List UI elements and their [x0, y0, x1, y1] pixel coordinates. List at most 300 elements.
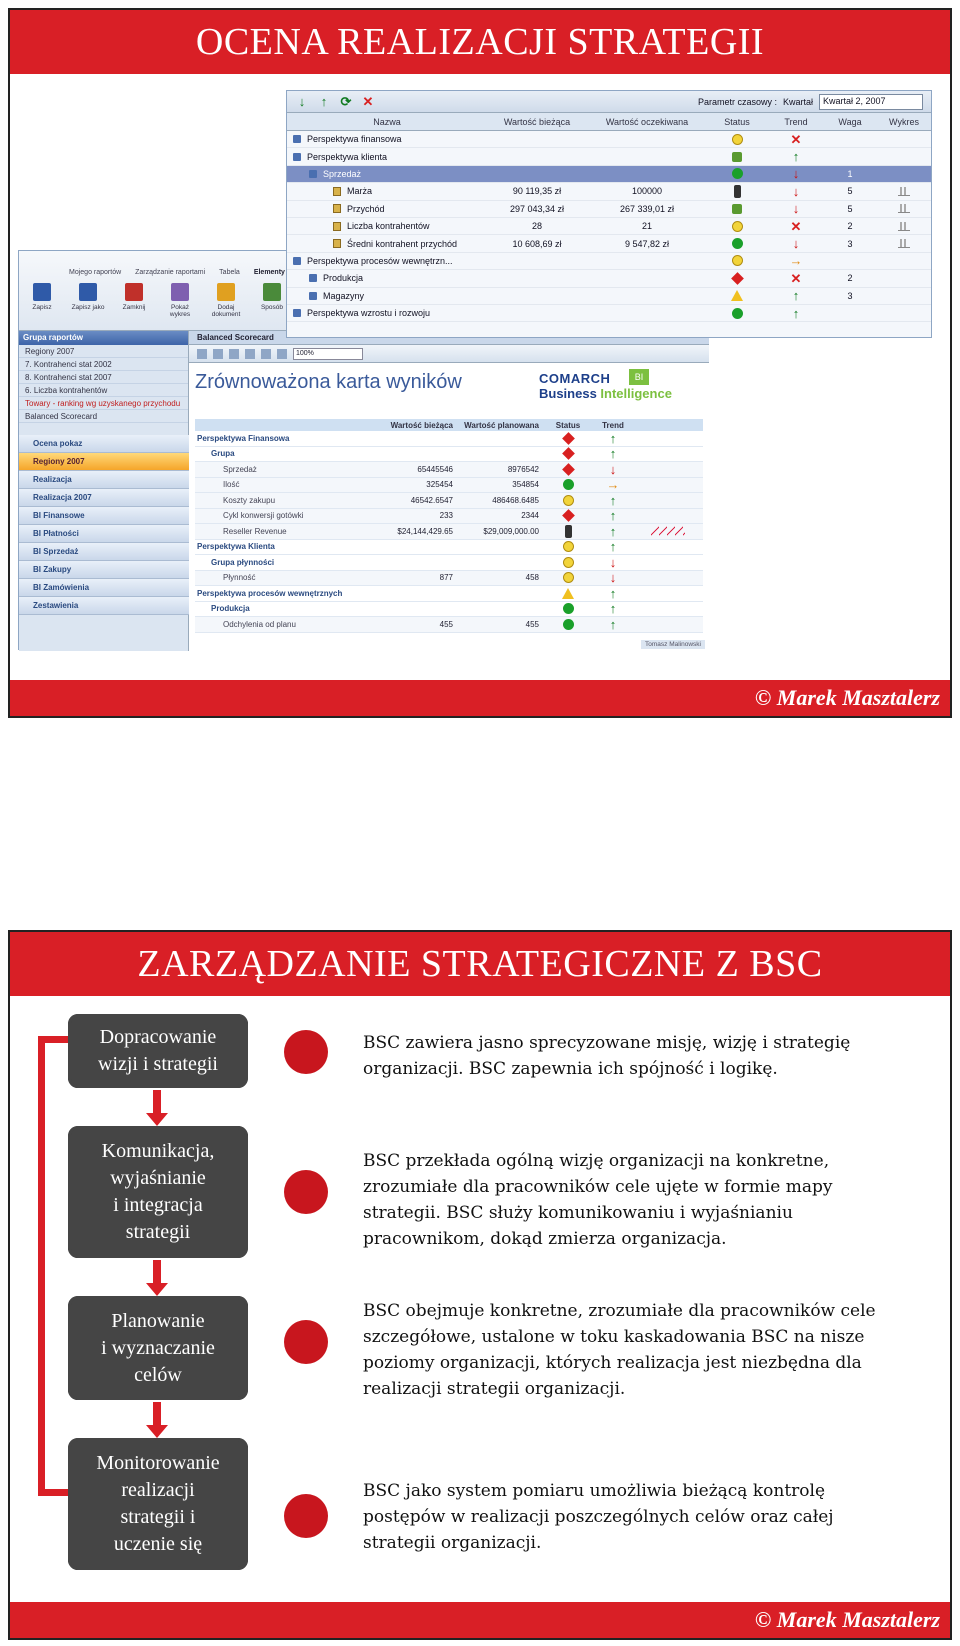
- measure-icon: [333, 239, 341, 248]
- scorecard-row[interactable]: [195, 586, 703, 602]
- kpi-trend-cell: [767, 270, 825, 286]
- ribbon-tab[interactable]: Zarządzanie raportami: [135, 269, 206, 276]
- scorecard-sparkline-cell: [633, 602, 703, 617]
- scorecard-sparkline-cell: [633, 617, 703, 632]
- scorecard-column-header: [195, 419, 371, 431]
- report-title: Zrównoważona karta wyników: [195, 371, 462, 393]
- param-label: Parametr czasowy :: [697, 96, 777, 107]
- nav-item[interactable]: BI Płatności: [19, 525, 189, 543]
- trend-x-icon: ✕: [790, 131, 802, 147]
- kpi-name-cell: [287, 183, 487, 199]
- ribbon-button-icon: [171, 283, 189, 301]
- chart-icon[interactable]: [898, 239, 910, 248]
- measure-icon: [333, 187, 341, 196]
- trend-up-icon: ↑: [609, 446, 617, 462]
- folder-icon: [293, 257, 301, 265]
- nav-item[interactable]: Realizacja 2007: [19, 489, 189, 507]
- kpi-weight: [825, 305, 875, 321]
- trend-up-icon: ↑: [609, 616, 617, 632]
- kpi-column-header[interactable]: Wykres: [889, 116, 919, 127]
- kpi-chart-cell: [875, 183, 933, 199]
- bullet-2: [284, 1170, 328, 1214]
- kpi-trend-cell: [767, 305, 825, 321]
- kpi-trend-cell: [767, 183, 825, 199]
- status-dia-icon: [562, 463, 575, 476]
- kpi-chart-cell: [875, 218, 933, 234]
- nav-item[interactable]: Realizacja: [19, 471, 189, 489]
- kpi-chart-cell: [875, 131, 933, 147]
- sparkline: [651, 526, 685, 536]
- report-list-item[interactable]: 8. Kontrahenci stat 2007: [19, 371, 188, 384]
- trend-rt-icon: →: [606, 477, 620, 493]
- scorecard-status: [543, 462, 593, 477]
- scorecard-name: Produkcja: [211, 604, 250, 614]
- ribbon-button-label: Dodaj dokument: [211, 304, 241, 318]
- status-tri-icon: [731, 290, 743, 301]
- nav-item[interactable]: Regiony 2007: [19, 453, 189, 471]
- trend-up-icon: ↑: [609, 585, 617, 601]
- kpi-name-cell: [287, 288, 487, 304]
- scorecard-planned: [457, 540, 543, 555]
- kpi-row[interactable]: [287, 305, 931, 322]
- ribbon-button-label: Pokaż wykres: [169, 304, 191, 318]
- kpi-row[interactable]: [287, 270, 931, 287]
- kpi-expected-value: [587, 253, 707, 269]
- scorecard-name: Sprzedaż: [223, 464, 257, 474]
- kpi-status-cell: [707, 235, 767, 251]
- scorecard-planned: 354854: [512, 480, 539, 490]
- scorecard-current: [371, 431, 457, 446]
- kpi-trend-cell: [767, 218, 825, 234]
- scorecard-status: [543, 602, 593, 617]
- status-tri-icon: [562, 588, 574, 599]
- folder-icon: [293, 153, 301, 161]
- kpi-chart-cell: [875, 201, 933, 217]
- status-smile-icon: [732, 134, 743, 145]
- trend-dn-icon: ↓: [792, 201, 800, 217]
- scorecard-current: [371, 586, 457, 601]
- step-description-1: BSC zawiera jasno sprecyzowane misję, wizję i strategię organizacji. BSC zapewnia ich spójność i logikę.: [363, 1033, 851, 1079]
- kpi-row[interactable]: [287, 235, 931, 252]
- scorecard-row[interactable]: [195, 478, 703, 494]
- scorecard-row[interactable]: [195, 524, 703, 540]
- report-group-panel: [19, 331, 189, 651]
- scorecard-planned: [457, 555, 543, 570]
- kpi-weight: [825, 131, 875, 147]
- ribbon-tab[interactable]: Elementy: [253, 269, 285, 276]
- status-smile-icon: [563, 495, 574, 506]
- status-g-icon: [563, 479, 574, 490]
- kpi-row[interactable]: [287, 253, 931, 270]
- scorecard-sparkline-cell: [633, 555, 703, 570]
- scorecard-trend: [593, 602, 633, 617]
- scorecard-row[interactable]: [195, 493, 703, 509]
- kpi-name-cell: [287, 253, 487, 269]
- scorecard-sparkline-cell: [633, 462, 703, 477]
- ribbon-button[interactable]: [161, 283, 199, 318]
- scorecard-current: 877: [439, 573, 453, 583]
- kpi-chart-cell: [875, 288, 933, 304]
- trend-dn-icon: ↓: [609, 461, 617, 477]
- scorecard-status: [543, 540, 593, 555]
- step-description-3: BSC obejmuje konkretne, zrozumiałe dla pracowników cele szczegółowe, ustalone w toku kaskadowania BSC na nisze poziomy organizacji, których realizacja jest niezbędna dla realizacji strategii organizacji.: [363, 1301, 876, 1399]
- kpi-row[interactable]: [287, 183, 931, 200]
- kpi-status-cell: [707, 270, 767, 286]
- kpi-expected-value: [587, 131, 707, 147]
- kpi-name: Perspektywa procesów wewnętrzn...: [307, 255, 453, 266]
- trend-x-icon: ✕: [790, 218, 802, 234]
- status-dia-icon: [562, 447, 575, 460]
- scorecard-trend: [593, 540, 633, 555]
- chart-icon[interactable]: [898, 222, 910, 231]
- status-dia-icon: [731, 272, 744, 285]
- scorecard-name: Grupa płynności: [211, 557, 275, 567]
- ribbon-button[interactable]: [207, 283, 245, 318]
- slide-footer: © Marek Masztalerz: [10, 680, 950, 716]
- kpi-name: Marża: [347, 186, 373, 197]
- scorecard-row[interactable]: [195, 509, 703, 525]
- scorecard-current: 455: [439, 619, 453, 629]
- scorecard-planned: [457, 602, 543, 617]
- logo-intelligence: Intelligence: [600, 386, 672, 401]
- bullet-1: [284, 1030, 328, 1074]
- kpi-expected-value: 267 339,01 zł: [619, 203, 675, 214]
- step-box-3: Planowanie i wyznaczanie celów: [68, 1296, 248, 1400]
- report-area: [189, 331, 709, 651]
- kpi-current-value: [487, 288, 587, 304]
- scorecard-status: [543, 447, 593, 462]
- ribbon-tab[interactable]: Tabela: [219, 269, 240, 276]
- status-smile-icon: [563, 572, 574, 583]
- step-arrow-1: [153, 1090, 161, 1114]
- kpi-name: Magazyny: [323, 290, 365, 301]
- trend-dn-icon: ↓: [609, 570, 617, 586]
- period-select[interactable]: Kwartał 2, 2007: [819, 94, 923, 110]
- step-box-1: Dopracowanie wizji i strategii: [68, 1014, 248, 1088]
- trend-x-icon: ✕: [790, 270, 802, 286]
- kpi-column-header[interactable]: Wartość bieżąca: [503, 116, 571, 127]
- scorecard-name: Perspektywa Klienta: [197, 542, 275, 552]
- scorecard-trend: [593, 478, 633, 493]
- kpi-weight: 3: [847, 290, 853, 301]
- scorecard-trend: [593, 493, 633, 508]
- scorecard-row[interactable]: [195, 602, 703, 618]
- kpi-chart-cell: [875, 166, 933, 182]
- trend-dn-icon: ↓: [792, 166, 800, 182]
- arrow-down-icon[interactable]: ↓: [298, 94, 306, 109]
- scorecard-trend: [593, 431, 633, 446]
- kpi-trend-cell: [767, 288, 825, 304]
- kpi-name: Liczba kontrahentów: [347, 221, 430, 232]
- kpi-trend-cell: [767, 131, 825, 147]
- scorecard-row[interactable]: [195, 555, 703, 571]
- kpi-current-value: [487, 305, 587, 321]
- scorecard-sparkline-cell: [633, 478, 703, 493]
- nav-item[interactable]: BI Finansowe: [19, 507, 189, 525]
- kpi-expected-value: [587, 270, 707, 286]
- last-page-icon[interactable]: [245, 349, 255, 359]
- delete-icon[interactable]: ✕: [362, 93, 374, 109]
- scorecard-current: [371, 602, 457, 617]
- kpi-current-value: [487, 131, 587, 147]
- scorecard-status: [543, 524, 593, 539]
- folder-icon: [309, 274, 317, 282]
- kpi-row[interactable]: [287, 131, 931, 148]
- ribbon-button-icon: [79, 283, 97, 301]
- scorecard-sparkline-cell: [633, 524, 703, 539]
- step-arrow-3: [153, 1402, 161, 1426]
- kpi-status-cell: [707, 183, 767, 199]
- scorecard-current: [371, 447, 457, 462]
- kpi-name: Przychód: [347, 203, 385, 214]
- status-tl-icon: [565, 525, 572, 538]
- scorecard-name: Perspektywa Finansowa: [197, 433, 290, 443]
- slide-ocena-realizacji: [8, 8, 952, 718]
- chart-icon[interactable]: [898, 187, 910, 196]
- step-box-4: Monitorowanie realizacji strategii i uczenie się: [68, 1438, 248, 1570]
- kpi-current-value: 297 043,34 zł: [509, 203, 565, 214]
- kpi-current-value: [487, 148, 587, 164]
- kpi-status-cell: [707, 218, 767, 234]
- scorecard-planned: 458: [525, 573, 539, 583]
- kpi-current-value: [487, 166, 587, 182]
- kpi-weight: [825, 253, 875, 269]
- ribbon-button-label: Zapisz: [32, 304, 52, 311]
- kpi-trend-cell: [767, 201, 825, 217]
- kpi-column-header[interactable]: Waga: [838, 116, 862, 127]
- slide-title: OCENA REALIZACJI STRATEGII: [10, 10, 950, 74]
- zoom-select[interactable]: 100%: [293, 348, 363, 360]
- scorecard-sparkline-cell: [633, 586, 703, 601]
- bullet-4: [284, 1494, 328, 1538]
- kpi-chart-cell: [875, 270, 933, 286]
- kpi-name-cell: [287, 270, 487, 286]
- scorecard-current: 233: [439, 511, 453, 521]
- step-description-2: BSC przekłada ogólną wizję organizacji na konkretne, zrozumiałe dla pracowników cele ujęte w formie mapy strategii. BSC służy komunikowaniu i wyjaśnianiu pracownikom, dokąd zmierza organizacja.: [363, 1151, 833, 1249]
- scorecard-name: Perspektywa procesów wewnętrznych: [197, 588, 343, 598]
- scorecard-trend: [593, 571, 633, 586]
- scorecard-name: Grupa: [211, 449, 235, 459]
- kpi-status-cell: [707, 201, 767, 217]
- first-page-icon[interactable]: [197, 349, 207, 359]
- kpi-column-header[interactable]: Status: [724, 116, 750, 127]
- status-g-icon: [563, 603, 574, 614]
- scorecard-row[interactable]: [195, 462, 703, 478]
- chart-icon[interactable]: [898, 204, 910, 213]
- kpi-current-value: 10 608,69 zł: [512, 238, 562, 249]
- scorecard-sparkline-cell: [633, 540, 703, 555]
- kpi-name-cell: [287, 305, 487, 321]
- logo-business: Business: [539, 386, 601, 401]
- ribbon-button-icon: [33, 283, 51, 301]
- scorecard-planned: 8976542: [507, 464, 539, 474]
- kpi-row[interactable]: [287, 166, 931, 183]
- nav-item[interactable]: Zestawienia: [19, 597, 189, 615]
- status-smile-icon: [563, 541, 574, 552]
- scorecard-sparkline-cell: [633, 493, 703, 508]
- trend-up-icon: ↑: [792, 305, 800, 321]
- trend-dn-icon: ↓: [792, 183, 800, 199]
- kpi-current-value: [487, 253, 587, 269]
- report-list-item[interactable]: 6. Liczba kontrahentów: [19, 384, 188, 397]
- arrow-up-icon[interactable]: ↑: [320, 94, 328, 109]
- report-tab[interactable]: Balanced Scorecard: [189, 331, 709, 345]
- scorecard-trend: [593, 524, 633, 539]
- scorecard-row[interactable]: [195, 447, 703, 463]
- scorecard-trend: [593, 555, 633, 570]
- print-icon[interactable]: [261, 349, 271, 359]
- kpi-expected-value: 9 547,82 zł: [624, 238, 670, 249]
- trend-up-icon: ↑: [609, 601, 617, 617]
- trend-up-icon: ↑: [792, 149, 800, 165]
- kpi-row[interactable]: [287, 201, 931, 218]
- kpi-column-header[interactable]: Wartość oczekiwana: [605, 116, 689, 127]
- scorecard-trend: [593, 617, 633, 632]
- kpi-row[interactable]: [287, 148, 931, 165]
- kpi-row[interactable]: [287, 218, 931, 235]
- ribbon-button-icon: [125, 283, 143, 301]
- status-thumb-icon: [732, 152, 742, 162]
- scorecard-current: $24,144,429.65: [397, 526, 453, 536]
- kpi-weight: 1: [847, 168, 853, 179]
- nav-item[interactable]: Ocena pokaz: [19, 435, 189, 453]
- status-g-icon: [732, 238, 743, 249]
- scorecard-column-header: [633, 419, 703, 431]
- status-g-icon: [563, 619, 574, 630]
- logo-text-comarch: COMARCH: [539, 371, 611, 386]
- kpi-name: Perspektywa finansowa: [307, 134, 402, 145]
- kpi-expected-value: 21: [641, 221, 652, 232]
- status-smile-icon: [732, 221, 743, 232]
- scorecard-current: [371, 540, 457, 555]
- comarch-logo: [539, 371, 699, 401]
- scorecard-status: [543, 493, 593, 508]
- scorecard-row[interactable]: [195, 540, 703, 556]
- trend-up-icon: ↑: [609, 430, 617, 446]
- kpi-expected-value: 100000: [631, 186, 663, 197]
- scorecard-table: [195, 419, 703, 633]
- kpi-chart-cell: [875, 235, 933, 251]
- scorecard-column-header: Wartość planowana: [464, 420, 539, 430]
- kpi-column-header[interactable]: Trend: [784, 116, 808, 127]
- bullet-3: [284, 1320, 328, 1364]
- report-list-item[interactable]: Towary - ranking wg uzyskanego przychodu: [19, 397, 188, 410]
- scorecard-status: [543, 586, 593, 601]
- period-label: Kwartał: [782, 96, 813, 107]
- report-user: Tomasz Malinowski: [641, 640, 705, 649]
- nav-item[interactable]: BI Zamówienia: [19, 579, 189, 597]
- scorecard-sparkline-cell: [633, 571, 703, 586]
- scorecard-name: Koszty zakupu: [223, 495, 276, 505]
- ribbon-button[interactable]: [69, 283, 107, 318]
- next-page-icon[interactable]: [229, 349, 239, 359]
- kpi-weight: 2: [847, 273, 853, 284]
- ribbon-button[interactable]: [115, 283, 153, 318]
- report-list-item[interactable]: Regiony 2007: [19, 345, 188, 358]
- kpi-name: Perspektywa wzrostu i rozwoju: [307, 308, 431, 319]
- kpi-weight: 2: [847, 221, 853, 232]
- scorecard-status: [543, 431, 593, 446]
- measure-icon: [333, 222, 341, 231]
- step-description-4: BSC jako system pomiaru umożliwia bieżącą kontrolę postępów w realizacji poszczególnych celów oraz całej strategii organizacji.: [363, 1481, 834, 1553]
- status-thumb-icon: [732, 204, 742, 214]
- ribbon-button[interactable]: [23, 283, 61, 318]
- scorecard-row[interactable]: [195, 431, 703, 447]
- folder-icon: [309, 170, 317, 178]
- trend-up-icon: ↑: [792, 288, 800, 304]
- scorecard-current: 65445546: [417, 464, 453, 474]
- export-icon[interactable]: [277, 349, 287, 359]
- scorecard-row[interactable]: [195, 571, 703, 587]
- ribbon-tab[interactable]: Mojego raportów: [69, 269, 122, 276]
- scorecard-name: Odchylenia od planu: [223, 619, 296, 629]
- kpi-name: Produkcja: [323, 273, 364, 284]
- scorecard-header: [195, 419, 703, 431]
- status-g-icon: [732, 308, 743, 319]
- kpi-trend-cell: [767, 253, 825, 269]
- kpi-current-value: 90 119,35 zł: [512, 186, 562, 197]
- trend-dn-icon: ↓: [792, 236, 800, 252]
- kpi-status-cell: [707, 148, 767, 164]
- kpi-name: Średni kontrahent przychód: [347, 238, 458, 249]
- kpi-status-cell: [707, 253, 767, 269]
- status-g-icon: [732, 168, 743, 179]
- scorecard-status: [543, 509, 593, 524]
- kpi-expected-value: [587, 166, 707, 182]
- scorecard-name: Reseller Revenue: [223, 526, 287, 536]
- time-parameter: [698, 94, 923, 110]
- ribbon-button-label: Zamknij: [122, 304, 146, 311]
- kpi-column-header[interactable]: Nazwa: [373, 116, 401, 127]
- kpi-row[interactable]: [287, 288, 931, 305]
- kpi-tree-screenshot: [286, 90, 932, 338]
- trend-rt-icon: →: [789, 253, 803, 269]
- scorecard-name: Cykl konwersji gotówki: [223, 511, 304, 521]
- kpi-weight: 5: [847, 203, 853, 214]
- report-list-item[interactable]: Balanced Scorecard: [19, 410, 188, 423]
- folder-icon: [293, 309, 301, 317]
- scorecard-row[interactable]: [195, 617, 703, 633]
- ribbon-tabs: [69, 269, 285, 276]
- kpi-name-cell: [287, 131, 487, 147]
- scorecard-planned: [457, 447, 543, 462]
- kpi-trend-cell: [767, 148, 825, 164]
- report-list-item[interactable]: 7. Kontrahenci stat 2002: [19, 358, 188, 371]
- ribbon-button-icon: [263, 283, 281, 301]
- kpi-weight: 3: [847, 238, 853, 249]
- kpi-current-value: [487, 270, 587, 286]
- scorecard-status: [543, 617, 593, 632]
- scorecard-column-header: Wartość bieżąca: [390, 420, 453, 430]
- scorecard-planned: 455: [525, 619, 539, 629]
- kpi-name: Perspektywa klienta: [307, 151, 388, 162]
- report-toolbar: [189, 345, 709, 363]
- feedback-loop-line: [38, 1036, 45, 1496]
- scorecard-planned: [457, 431, 543, 446]
- kpi-name-cell: [287, 166, 487, 182]
- nav-item[interactable]: BI Sprzedaż: [19, 543, 189, 561]
- scorecard-column-header: Status: [555, 420, 581, 430]
- kpi-expected-value: [587, 148, 707, 164]
- scorecard-planned: 2344: [521, 511, 539, 521]
- kpi-status-cell: [707, 131, 767, 147]
- refresh-icon[interactable]: ⟳: [340, 93, 352, 109]
- prev-page-icon[interactable]: [213, 349, 223, 359]
- panel-title: Grupa raportów: [19, 331, 188, 345]
- step-box-2: Komunikacja, wyjaśnianie i integracja strategii: [68, 1126, 248, 1258]
- bi-badge: BI: [629, 369, 649, 385]
- nav-item[interactable]: BI Zakupy: [19, 561, 189, 579]
